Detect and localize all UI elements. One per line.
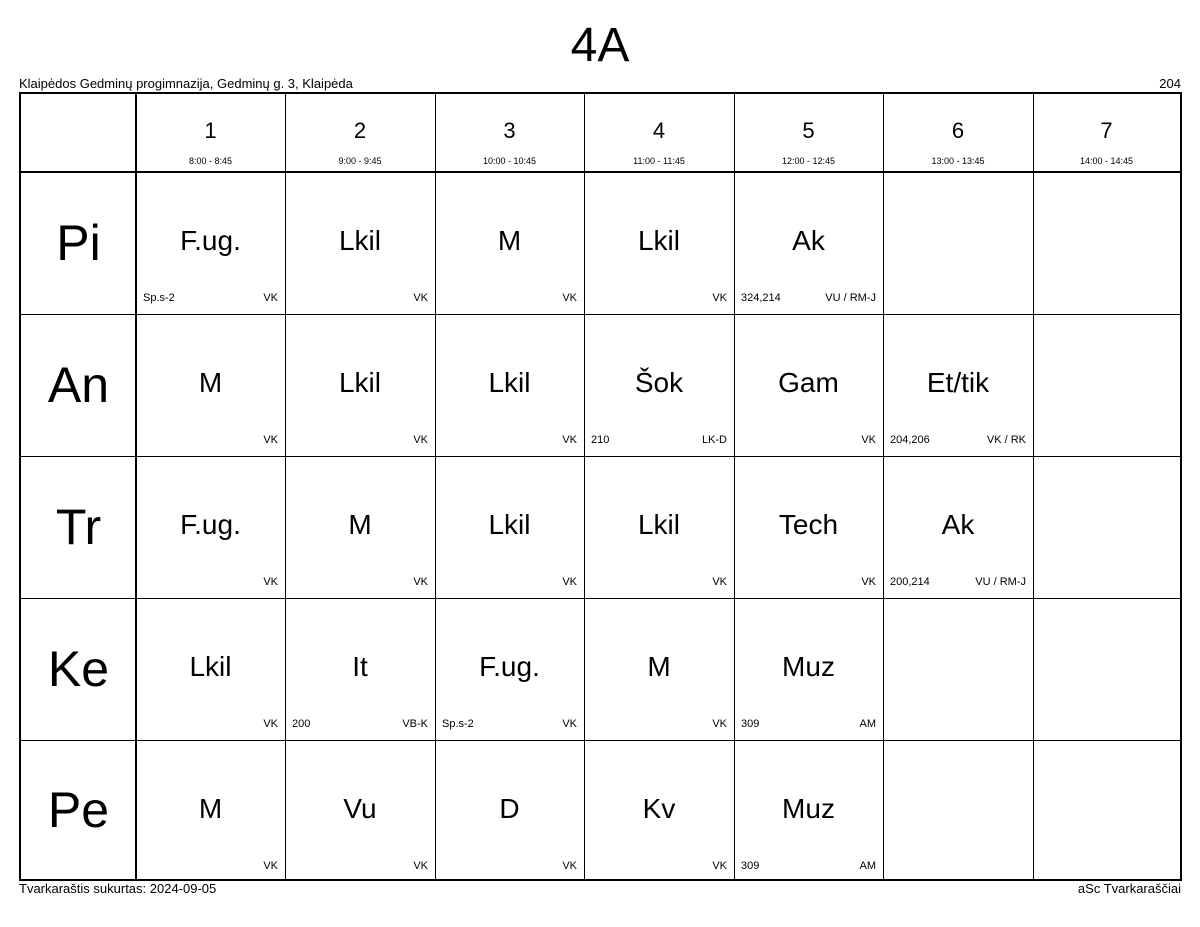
lesson-cell[interactable] (1033, 314, 1180, 456)
day-label: Pe (47, 781, 110, 838)
period-time: 12:00 - 12:45 (781, 156, 836, 166)
lesson-subject: Lkil (488, 367, 531, 398)
period-number: 4 (652, 118, 666, 143)
lesson-subject: Muz (782, 793, 835, 824)
lesson-teacher: VK (562, 718, 577, 730)
period-number: 7 (1100, 118, 1113, 143)
lesson-teacher: VK (861, 434, 876, 446)
lesson-subject: Lkil (488, 509, 531, 540)
lesson-subject: Muz (782, 651, 835, 682)
lesson-teacher: VK (562, 292, 577, 304)
lesson-cell[interactable] (435, 598, 584, 740)
lesson-teacher: VK (712, 718, 727, 730)
period-time: 8:00 - 8:45 (188, 156, 233, 166)
lesson-cell[interactable] (734, 172, 883, 314)
room-number: 204 (1159, 76, 1181, 91)
lesson-cell[interactable] (883, 740, 1033, 879)
lesson-cell[interactable] (435, 740, 584, 879)
page-title: 4A (570, 19, 630, 72)
lesson-teacher: VK (861, 576, 876, 588)
lesson-subject: It (352, 651, 368, 682)
lesson-room: 200 (292, 718, 311, 730)
day-label: Pi (56, 215, 101, 271)
lesson-cell[interactable] (1033, 740, 1180, 879)
period-number: 3 (503, 118, 516, 143)
lesson-cell[interactable] (584, 314, 734, 456)
lesson-cell[interactable] (285, 740, 435, 879)
lesson-teacher: VK (562, 434, 577, 446)
lesson-subject: F.ug. (180, 225, 241, 256)
lesson-cell[interactable] (734, 740, 883, 879)
lesson-room: 204,206 (890, 434, 930, 446)
period-header (1033, 94, 1180, 172)
lesson-teacher: VK (413, 860, 428, 872)
lesson-cell[interactable] (734, 314, 883, 456)
lesson-subject: Vu (343, 793, 377, 824)
lesson-teacher: VK (562, 576, 577, 588)
period-header (734, 94, 883, 172)
lesson-cell[interactable] (1033, 172, 1180, 314)
lesson-cell[interactable] (584, 598, 734, 740)
lesson-teacher: LK-D (701, 434, 727, 446)
lesson-teacher: VK (263, 718, 278, 730)
lesson-subject: Gam (778, 367, 839, 398)
lesson-teacher: AM (859, 860, 876, 872)
lesson-cell[interactable] (136, 314, 285, 456)
lesson-subject: F.ug. (180, 509, 241, 540)
lesson-subject: M (497, 225, 522, 256)
lesson-teacher: VK (263, 576, 278, 588)
lesson-subject: M (348, 509, 372, 540)
lesson-subject: Et/tik (926, 367, 990, 398)
lesson-subject: Lkil (189, 651, 232, 682)
lesson-subject: Lkil (637, 225, 680, 256)
lesson-subject: Ak (792, 225, 825, 256)
lesson-subject: D (499, 793, 520, 824)
lesson-room: 210 (591, 434, 610, 446)
lesson-cell[interactable] (584, 456, 734, 598)
lesson-subject: M (198, 367, 223, 398)
period-number: 6 (951, 118, 965, 143)
period-header (883, 94, 1033, 172)
lesson-cell[interactable] (136, 456, 285, 598)
period-time: 13:00 - 13:45 (931, 156, 985, 166)
lesson-teacher: VK (413, 576, 428, 588)
lesson-cell[interactable] (1033, 598, 1180, 740)
lesson-subject: Lkil (338, 367, 381, 398)
period-header (136, 94, 285, 172)
lesson-subject: M (647, 651, 671, 682)
period-time: 11:00 - 11:45 (633, 156, 685, 166)
period-time: 9:00 - 9:45 (338, 156, 382, 166)
lesson-teacher: VK / RK (986, 434, 1026, 446)
period-time: 10:00 - 10:45 (482, 156, 537, 166)
school-address: Klaipėdos Gedminų progimnazija, Gedminų g. 3, Klaipėda (19, 76, 353, 91)
period-header (584, 94, 734, 172)
lesson-cell[interactable] (584, 172, 734, 314)
lesson-room: 324,214 (741, 292, 781, 304)
lesson-teacher: AM (859, 718, 876, 730)
lesson-teacher: VK (413, 292, 428, 304)
lesson-room: 309 (741, 718, 760, 730)
lesson-teacher: VK (263, 860, 278, 872)
lesson-teacher: VK (263, 292, 278, 304)
period-number: 1 (204, 118, 217, 143)
lesson-cell[interactable] (285, 598, 435, 740)
day-label: An (47, 357, 110, 413)
lesson-room: Sp.s-2 (143, 292, 175, 304)
lesson-teacher: VK (712, 860, 727, 872)
lesson-cell[interactable] (435, 172, 584, 314)
lesson-cell[interactable] (584, 740, 734, 879)
lesson-subject: M (198, 793, 223, 824)
day-label: Tr (55, 499, 102, 555)
day-label: Ke (47, 641, 110, 697)
lesson-cell[interactable] (136, 172, 285, 314)
lesson-cell[interactable] (136, 740, 285, 879)
period-number: 5 (802, 118, 815, 143)
lesson-teacher: VK (562, 860, 577, 872)
lesson-subject: Lkil (338, 225, 381, 256)
lesson-cell[interactable] (883, 456, 1033, 598)
lesson-subject: Kv (642, 793, 676, 824)
lesson-cell[interactable] (285, 172, 435, 314)
lesson-room: 200,214 (890, 576, 930, 588)
software-brand: aSc Tvarkaraščiai (1077, 881, 1181, 896)
period-header (285, 94, 435, 172)
lesson-subject: Lkil (637, 509, 680, 540)
lesson-cell[interactable] (883, 172, 1033, 314)
lesson-teacher: VK (263, 434, 278, 446)
lesson-teacher: VU / RM-J (975, 576, 1026, 588)
period-number: 2 (353, 118, 367, 143)
lesson-cell[interactable] (285, 456, 435, 598)
lesson-cell[interactable] (136, 598, 285, 740)
lesson-subject: F.ug. (479, 651, 540, 682)
lesson-cell[interactable] (883, 598, 1033, 740)
lesson-subject: Ak (941, 509, 975, 540)
lesson-teacher: VK (712, 576, 727, 588)
lesson-cell[interactable] (734, 598, 883, 740)
lesson-cell[interactable] (734, 456, 883, 598)
lesson-teacher: VK (712, 292, 727, 304)
lesson-cell[interactable] (435, 314, 584, 456)
lesson-room: Sp.s-2 (442, 718, 474, 730)
timetable-grid (19, 92, 1182, 881)
period-header (435, 94, 584, 172)
lesson-subject: Tech (778, 509, 839, 540)
lesson-teacher: VK (413, 434, 428, 446)
lesson-cell[interactable] (883, 314, 1033, 456)
period-time: 14:00 - 14:45 (1079, 156, 1134, 166)
lesson-room: 309 (741, 860, 760, 872)
lesson-subject: Šok (634, 367, 684, 398)
lesson-teacher: VU / RM-J (825, 292, 876, 304)
lesson-cell[interactable] (435, 456, 584, 598)
created-date: Tvarkaraštis sukurtas: 2024-09-05 (19, 881, 217, 896)
lesson-cell[interactable] (285, 314, 435, 456)
lesson-cell[interactable] (1033, 456, 1180, 598)
lesson-teacher: VB-K (402, 718, 428, 730)
